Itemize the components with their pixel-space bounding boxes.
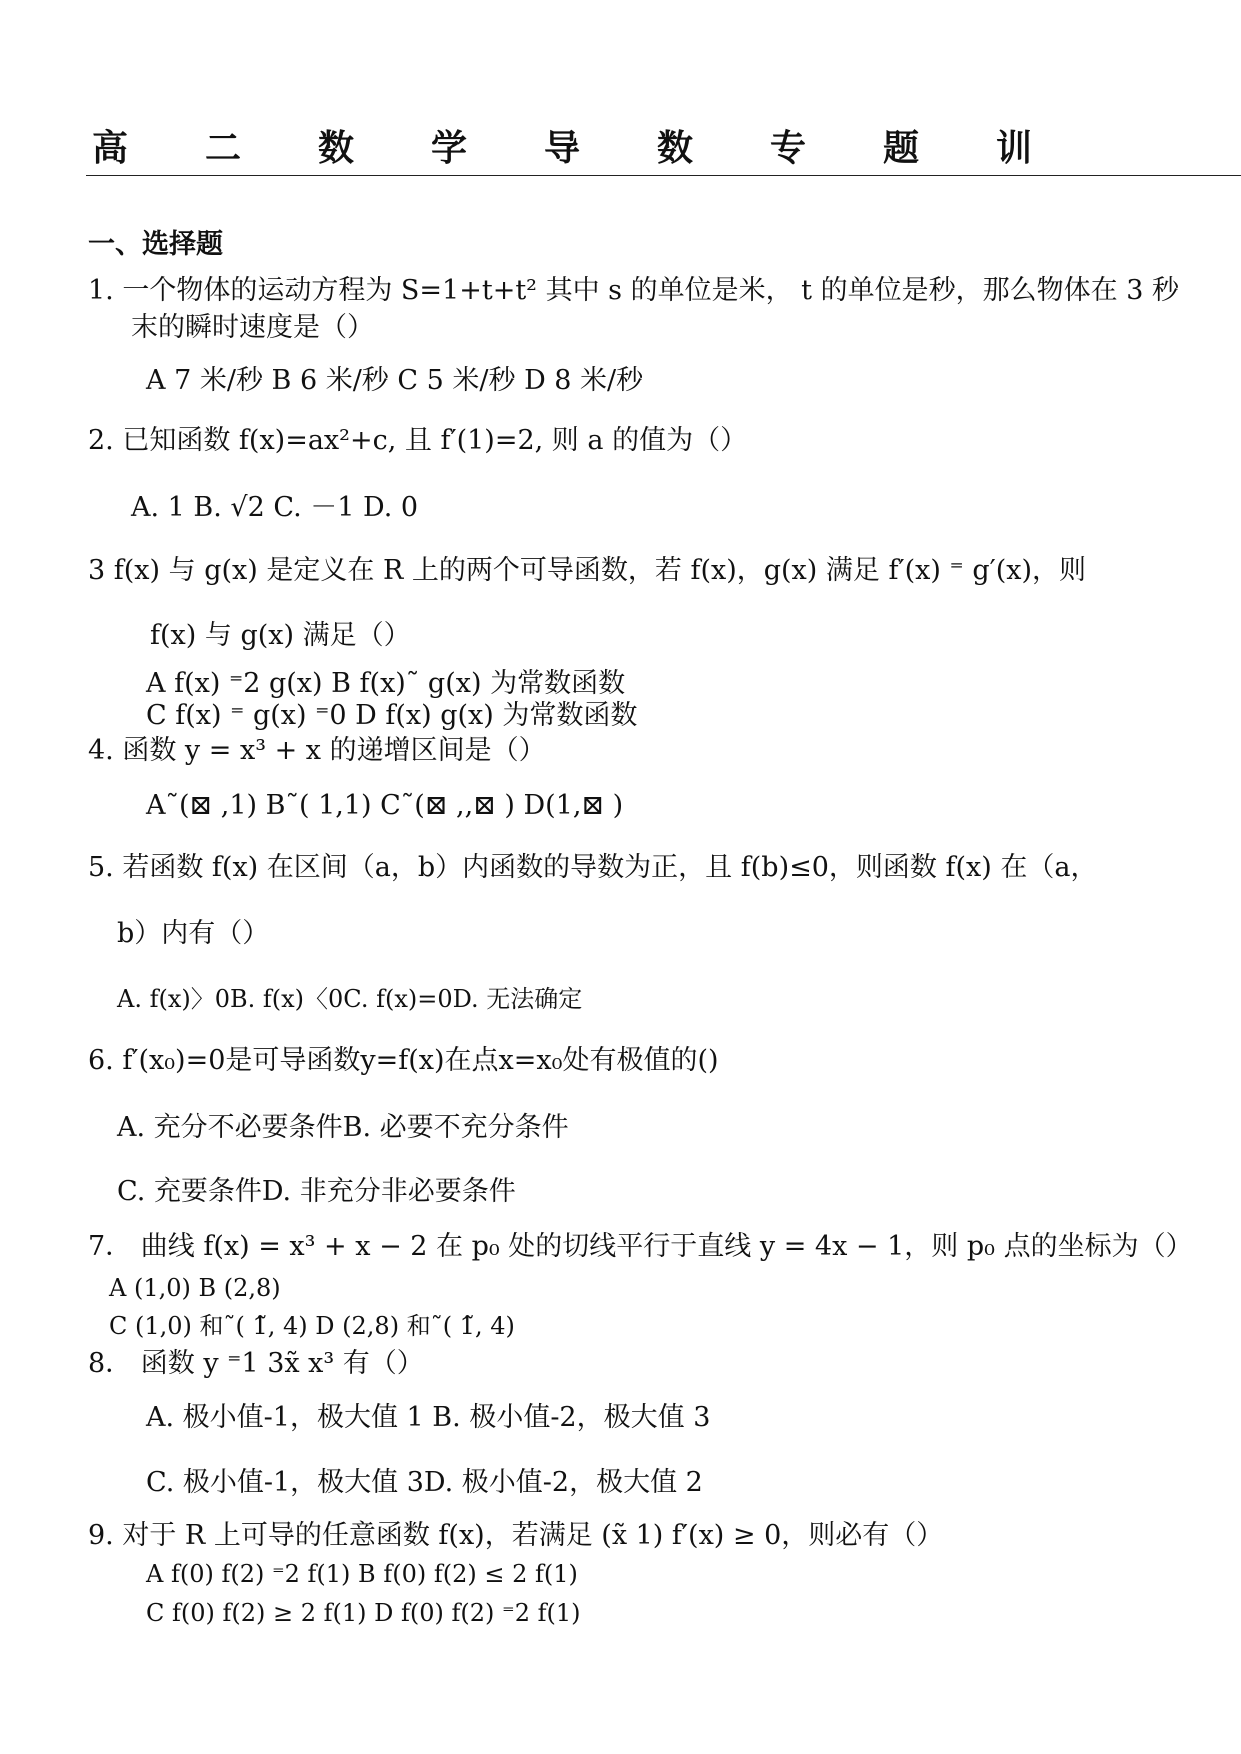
answer-options: C. 充要条件D. 非充分非必要条件 bbox=[117, 1176, 516, 1207]
answer-options: A˜(⊠ ,1) B˜( 1,1) C˜(⊠ ,,⊠ ) D(1,⊠ ) bbox=[146, 790, 624, 821]
question-line: 3 f(x) 与 g(x) 是定义在 R 上的两个可导函数，若 f(x)，g(x) 满足 f′(x) ⁼ g′(x)，则 bbox=[88, 555, 1087, 586]
question-line: 末的瞬时速度是（） bbox=[131, 312, 374, 343]
question-line: 6. f′(x₀)=0是可导函数y=f(x)在点x=x₀处有极值的() bbox=[88, 1045, 719, 1076]
question-line: b）内有（） bbox=[117, 918, 270, 949]
answer-options: C. 极小值-1，极大值 3D. 极小值-2，极大值 2 bbox=[146, 1467, 703, 1498]
title-char: 专 bbox=[770, 128, 807, 169]
answer-options: A. 1 B. √2 C. －1 D. 0 bbox=[131, 492, 419, 523]
title-char: 训 bbox=[996, 128, 1033, 169]
answer-options: C (1,0) 和˜( 1̃, 4) D (2,8) 和˜( 1̃, 4) bbox=[109, 1312, 515, 1340]
question-line: 1. 一个物体的运动方程为 S=1+t+t² 其中 s 的单位是米， t 的单位是秒，那么物体在 3 秒 bbox=[88, 275, 1179, 306]
question-line: 7． 曲线 f(x) = x³ + x − 2 在 p₀ 处的切线平行于直线 y = 4x − 1，则 p₀ 点的坐标为（） bbox=[88, 1231, 1193, 1262]
question-line: 5. 若函数 f(x) 在区间（a，b）内函数的导数为正，且 f(b)≤0，则函数 f(x) 在（a， bbox=[88, 852, 1098, 883]
title-row bbox=[92, 120, 1241, 170]
title-char: 题 bbox=[883, 128, 920, 169]
title-char: 导 bbox=[544, 128, 581, 169]
question-line: 9. 对于 R 上可导的任意函数 f(x)，若满足 (x̃ 1) f′(x) ≥ 0，则必有（） bbox=[88, 1520, 944, 1551]
answer-options: A (1,0) B (2,8) bbox=[109, 1274, 281, 1302]
title-char: 高 bbox=[92, 128, 129, 169]
title-char: 学 bbox=[431, 128, 468, 169]
section-heading: 一、选择题 bbox=[88, 229, 223, 260]
title-char: 数 bbox=[318, 128, 355, 169]
answer-options: A. f(x)〉0B. f(x)〈0C. f(x)=0D. 无法确定 bbox=[117, 985, 583, 1013]
answer-options: A. 充分不必要条件B. 必要不充分条件 bbox=[117, 1112, 569, 1143]
title-char: 二 bbox=[205, 128, 242, 169]
answer-options: C f(0) f(2) ≥ 2 f(1) D f(0) f(2) ⁼2 f(1) bbox=[146, 1599, 581, 1627]
question-line: f(x) 与 g(x) 满足（） bbox=[150, 620, 411, 651]
answer-options: A f(0) f(2) ⁼2 f(1) B f(0) f(2) ≤ 2 f(1) bbox=[146, 1560, 578, 1588]
answer-options: C f(x) ⁼ g(x) ⁼0 D f(x) g(x) 为常数函数 bbox=[146, 700, 638, 731]
title-underline bbox=[86, 175, 1241, 176]
question-line: 2. 已知函数 f(x)=ax²+c, 且 f′(1)=2, 则 a 的值为（） bbox=[88, 425, 748, 456]
title-char: 数 bbox=[657, 128, 694, 169]
answer-options: A 7 米/秒 B 6 米/秒 C 5 米/秒 D 8 米/秒 bbox=[146, 365, 644, 396]
question-line: 4. 函数 y = x³ + x 的递增区间是（） bbox=[88, 735, 546, 766]
answer-options: A. 极小值-1，极大值 1 B. 极小值-2，极大值 3 bbox=[146, 1402, 711, 1433]
answer-options: A f(x) ⁼2 g(x) B f(x)˜ g(x) 为常数函数 bbox=[146, 668, 626, 699]
question-line: 8． 函数 y ⁼1 3x̃ x³ 有（） bbox=[88, 1348, 424, 1379]
